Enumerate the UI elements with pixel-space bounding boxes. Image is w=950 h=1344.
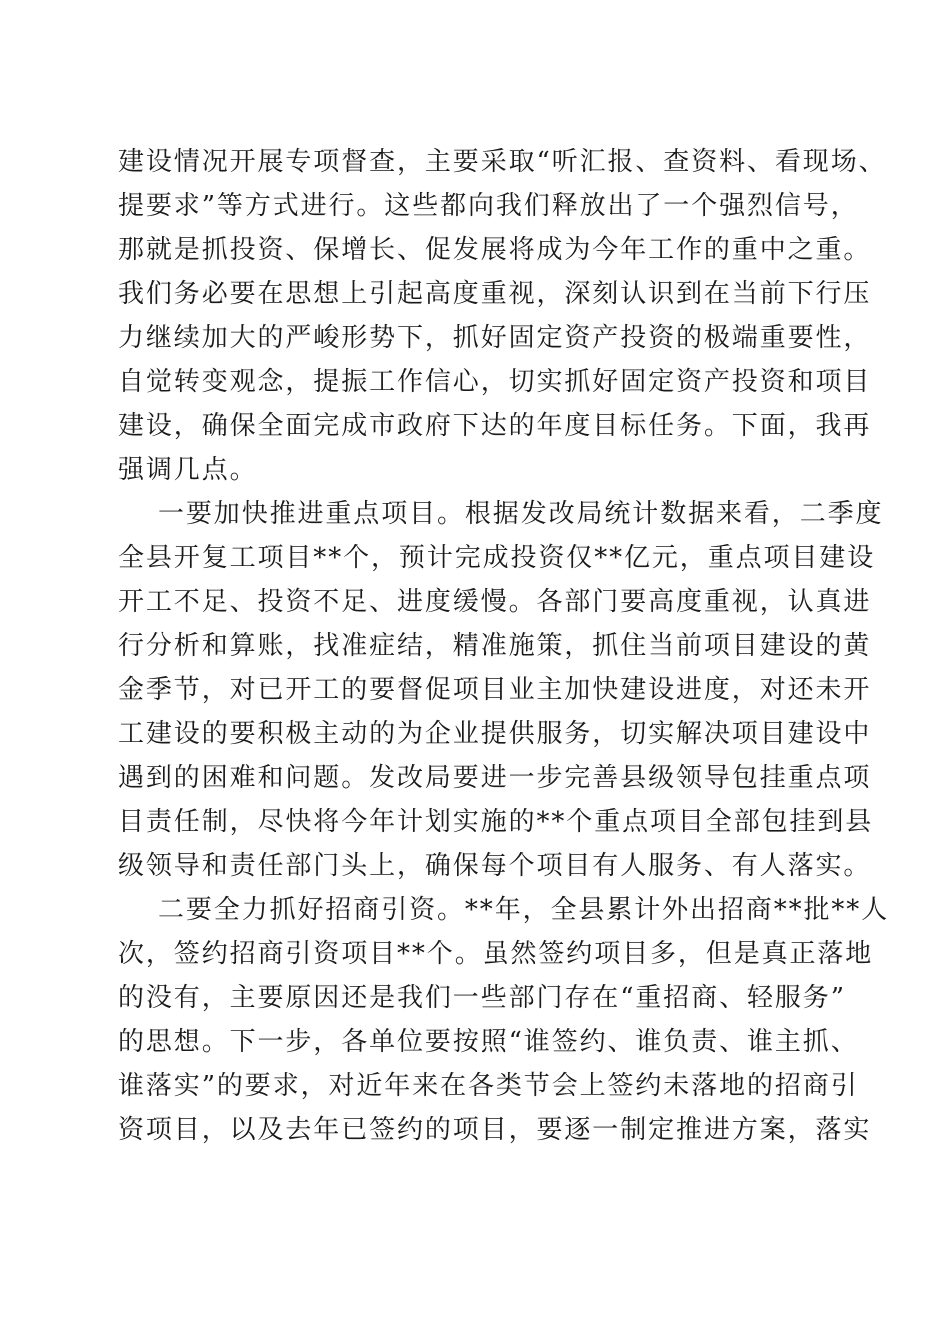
document-body — [118, 140, 890, 1152]
text-line: 建设，确保全面完成市政府下达的年度目标任务。下面，我再 — [118, 411, 872, 441]
paragraph-heading-line: 一要加快推进重点项目。根据发改局统计数据来看，二季度 — [158, 499, 884, 529]
text-line: 的没有，主要原因还是我们一些部门存在“重招商、轻服务” — [118, 983, 846, 1013]
text-line: 强调几点。 — [118, 455, 258, 485]
paragraph-heading-line: 二要全力抓好招商引资。**年，全县累计外出招商**批**人 — [158, 895, 890, 925]
text-line: 资项目，以及去年已签约的项目，要逐一制定推进方案，落实 — [118, 1115, 872, 1145]
text-line: 次，签约招商引资项目**个。虽然签约项目多，但是真正落地 — [118, 939, 874, 969]
text-line: 提要求”等方式进行。这些都向我们释放出了一个强烈信号， — [118, 191, 859, 221]
text-line: 目责任制，尽快将今年计划实施的**个重点项目全部包挂到县 — [118, 807, 874, 837]
text-line: 遇到的困难和问题。发改局要进一步完善县级领导包挂重点项 — [118, 763, 872, 793]
text-line: 力继续加大的严峻形势下，抓好固定资产投资的极端重要性， — [118, 323, 872, 353]
text-line: 工建设的要积极主动的为企业提供服务，切实解决项目建设中 — [118, 719, 872, 749]
text-line: 级领导和责任部门头上，确保每个项目有人服务、有人落实。 — [118, 851, 872, 881]
text-line: 全县开复工项目**个，预计完成投资仅**亿元，重点项目建设 — [118, 543, 876, 573]
text-line: 我们务必要在思想上引起高度重视，深刻认识到在当前下行压 — [118, 279, 872, 309]
text-line: 行分析和算账，找准症结，精准施策，抓住当前项目建设的黄 — [118, 631, 872, 661]
text-line: 那就是抓投资、保增长、促发展将成为今年工作的重中之重。 — [118, 235, 872, 265]
text-line: 建设情况开展专项督查，主要采取“听汇报、查资料、看现场、 — [118, 147, 887, 177]
text-line: 自觉转变观念，提振工作信心，切实抓好固定资产投资和项目 — [118, 367, 872, 397]
text-line: 的思想。下一步，各单位要按照“谁签约、谁负责、谁主抓、 — [118, 1027, 859, 1057]
text-line: 金季节，对已开工的要督促项目业主加快建设进度，对还未开 — [118, 675, 872, 705]
text-line: 开工不足、投资不足、进度缓慢。各部门要高度重视，认真进 — [118, 587, 872, 617]
text-line: 谁落实”的要求，对近年来在各类节会上签约未落地的招商引 — [118, 1071, 859, 1101]
